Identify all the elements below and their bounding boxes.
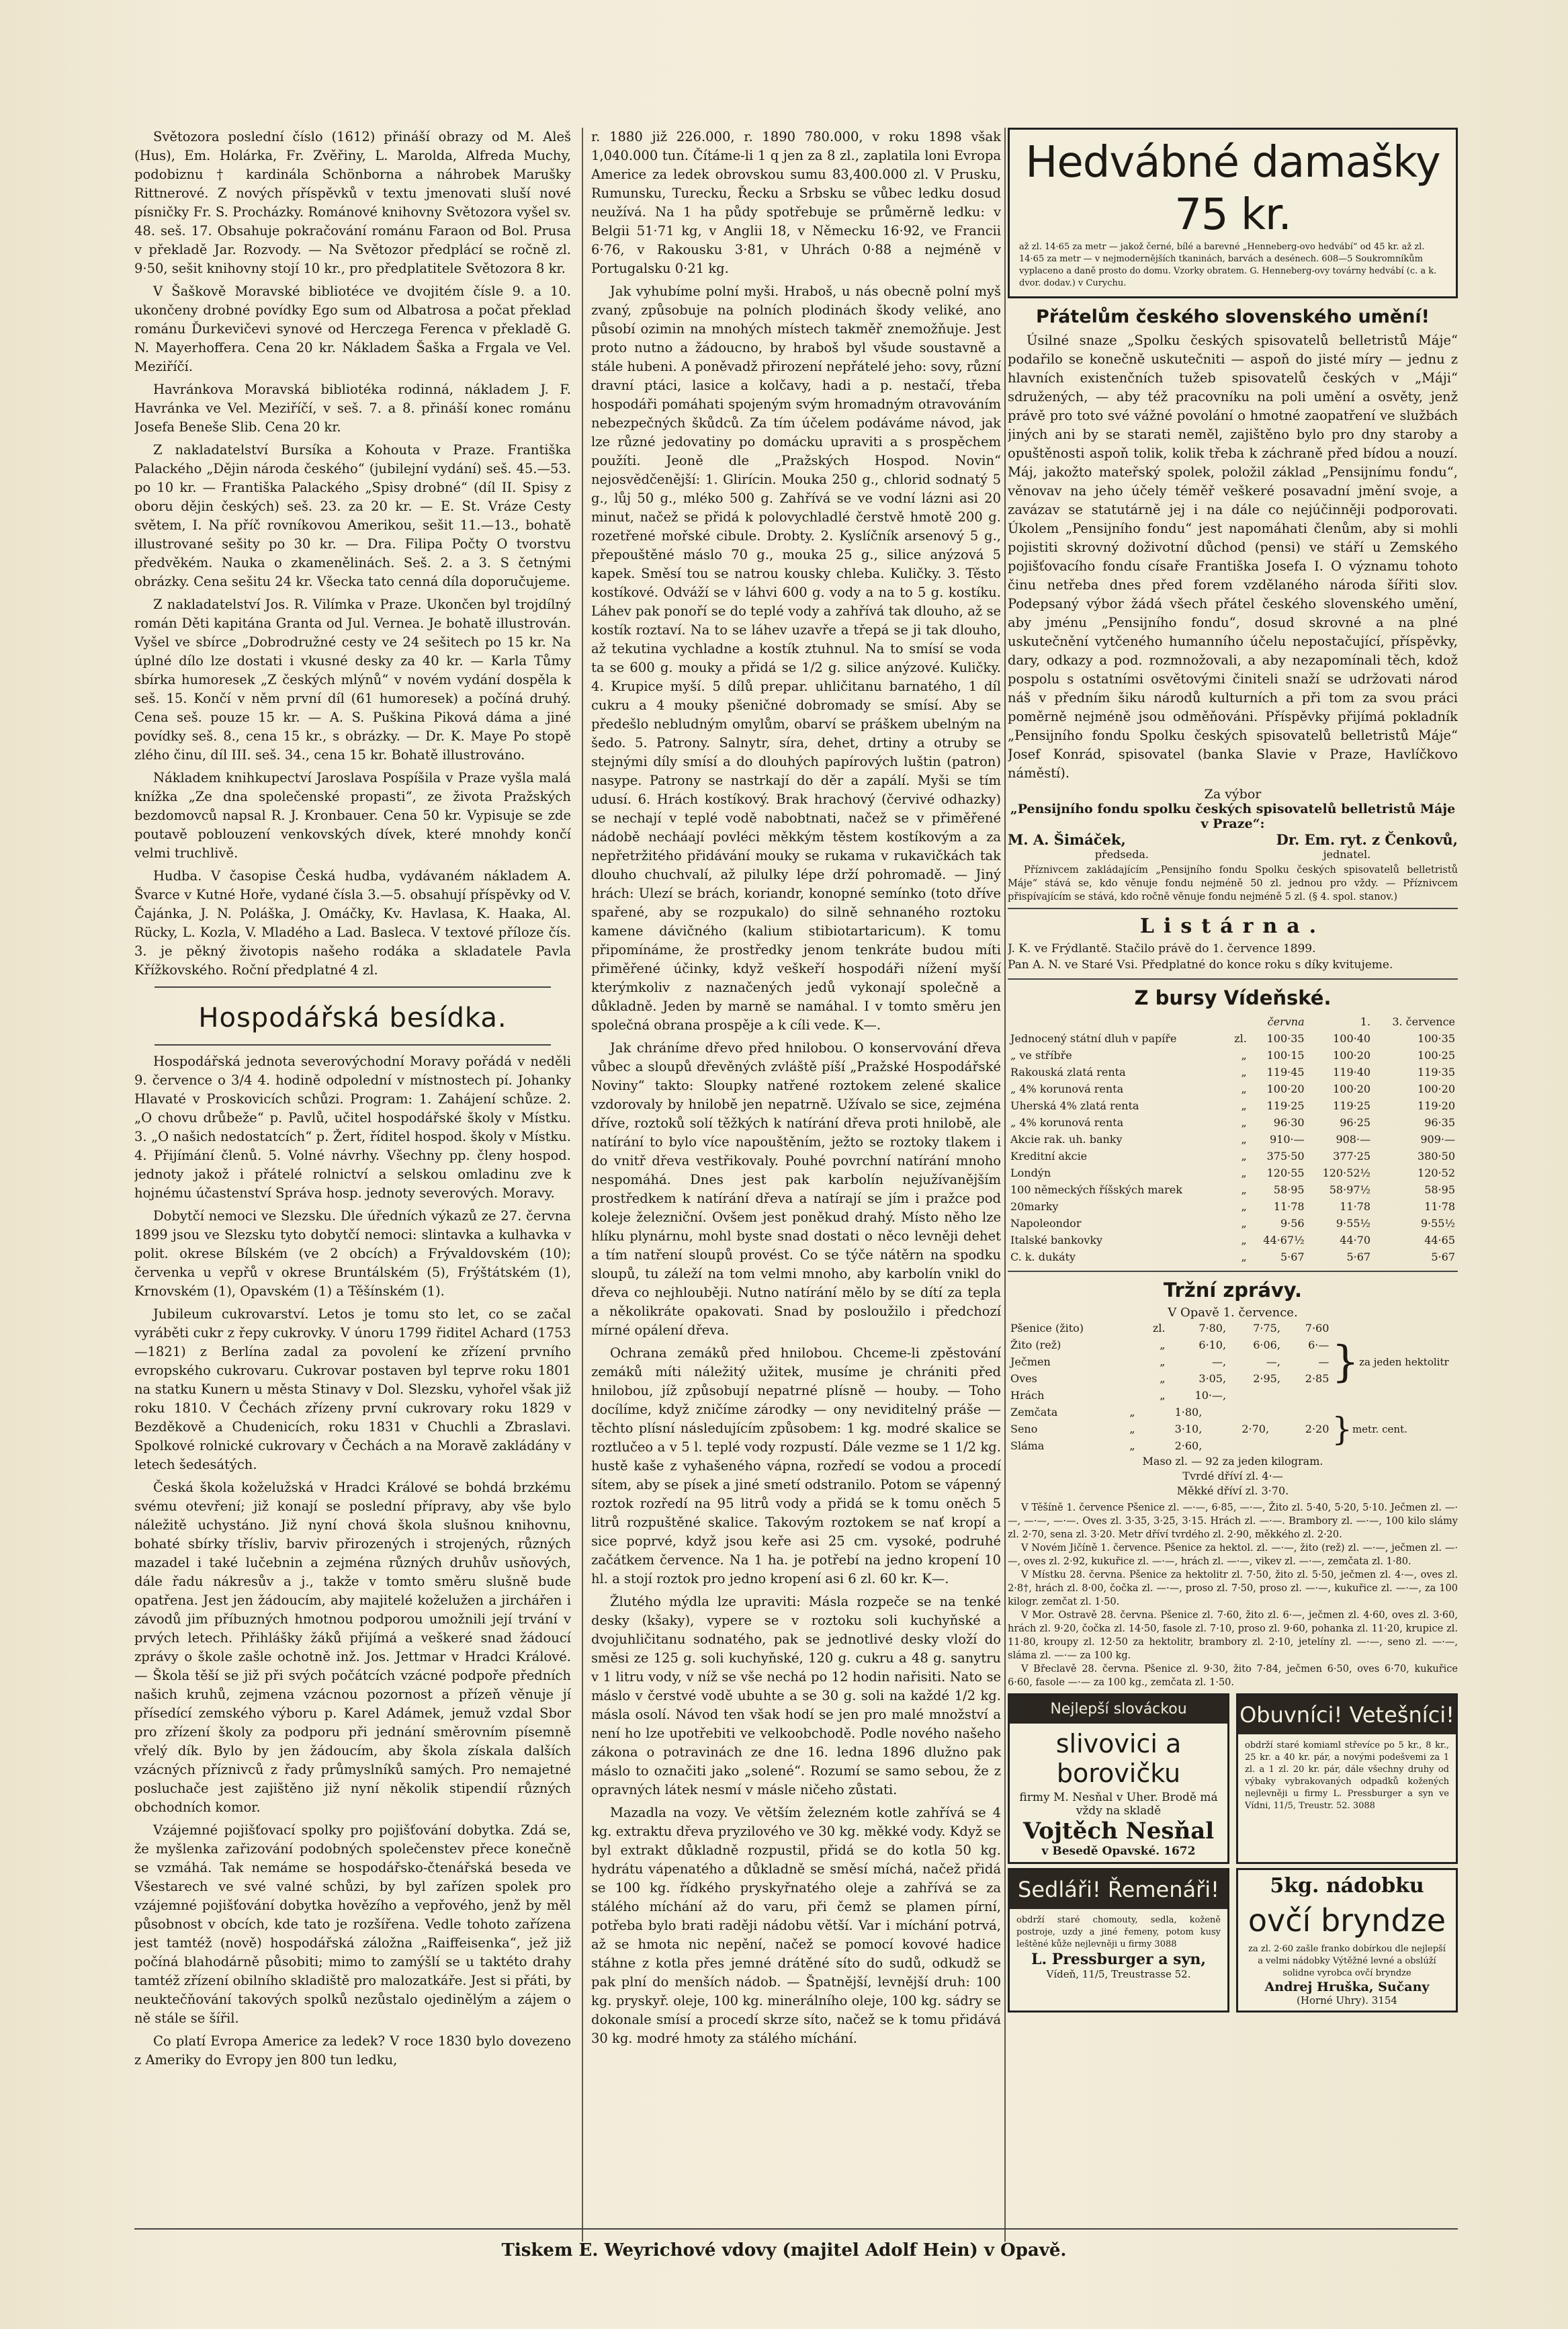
trzni-unit: metr. cent. bbox=[1352, 1423, 1407, 1435]
bursa-col: 3. července bbox=[1392, 1015, 1455, 1028]
paragraph: Hudba. V časopise Česká hudba, vydávaném nákladem A. Švarce v Kutné Hoře, vydané čísla 3.—5. obsahují příspěvky od V. Čajánka, J. N. Poláška, J. Omáčky, Kv. Havlasa, K. Haaka, Al. Rücky, L. Kozla, V. Mladého a Lad. Basleca. V textové příloze čís. 3. je pěkný životopis našeho rodáka a skladatele Pavla Křížkovského. Roční předplatné 4 zl. bbox=[134, 868, 571, 978]
bursa-row-value: 44·65 bbox=[1424, 1234, 1455, 1246]
ad-firm: L. Pressburger a syn, bbox=[1031, 1951, 1207, 1968]
bursa-row-value: 100·35 bbox=[1418, 1032, 1455, 1045]
trzni-row-label: Hrách bbox=[1010, 1389, 1045, 1402]
bursa-row-value: 44·67½ bbox=[1263, 1234, 1305, 1246]
trzni-row-label: Žito (rež) bbox=[1010, 1339, 1061, 1351]
section-divider bbox=[155, 986, 551, 988]
ads-row-2 bbox=[1008, 1868, 1458, 2013]
ad-place: (Horné Uhry). 3154 bbox=[1297, 1994, 1397, 2006]
bursa-row-label: Uherská 4% zlatá renta bbox=[1010, 1099, 1139, 1112]
damasky-ad bbox=[1008, 128, 1458, 298]
obuvnici-ad bbox=[1236, 1693, 1458, 1864]
ad-name: Vojtěch Nesňal bbox=[1022, 1818, 1215, 1845]
bursa-row-value: 58·97½ bbox=[1329, 1183, 1371, 1196]
bursa-row bbox=[1008, 1030, 1458, 1047]
article-paragraph: Ochrana zemáků před hnilobou. Chceme-li zpěstování zemáků míti náležitý užitek, musíme je chrániti před hnilobou, jíž způsobují nepatrné plísně — houby. — Toho docílíme, když zničíme zárodky — ony neviditelný práše — těchto plísní následujícím způsobem: 1 kg. modré skalice se roztlučeo a v 5 l. teplé vody rozpustí. Dále vezme se 1 1/2 kg. hustě kaše z vyhašeného vápna, rozředí se vodou a procedí sítem, aby se písek a jiné smetí odstranilo. Potom se vápenný roztok rozředí na 95 litrů vody a přidá se k tomu oněch 5 litrů rozpuštěné skalice. Takovým roztokem se nať kropí a sice poprvé, když jsou keře asi 25 cm. vysoké, podruhé začátkem července. Na 1 ha. je potřebí na jedno kropení 10 hl. a stojí roztok pro jedno kropení asi 6 zl. 60 kr. K—. bbox=[591, 1345, 1001, 1586]
bursa-row-value: 100·15 bbox=[1266, 1049, 1305, 1062]
ad-big: slivovici a borovičku bbox=[1055, 1729, 1182, 1788]
trzni-report: V Místku 28. června. Pšenice za hektolitr zl. 7·50, žito zl. 5·50, ječmen zl. 4·—, oves zl. 2·8†, hrách zl. 8·00, čočka zl. —·—, proso zl. 7·50, proso zl. —·—, kukuřice zl. —·—, za 100 kilogr. zemčat zl. 1·50. bbox=[1008, 1570, 1458, 1607]
bursa-row-label: Kreditní akcie bbox=[1010, 1150, 1088, 1162]
section-title: Hospodářská besídka. bbox=[198, 1003, 507, 1033]
trzni-row-label: Pšenice (žito) bbox=[1010, 1322, 1084, 1335]
trzni-table-2 bbox=[1008, 1404, 1332, 1454]
damasky-text: až zl. 14·65 za metr — jakož černé, bílé a barevné „Henneberg-ovo hedvábí“ od 45 kr. až zl. 14·65 za metr — v nejmodernějších tkaninách, barvách a desénech. 608—5 Soukromníkům vyplaceno a daně prosto do domu. Vzorky obratem. G. Henneberg-ovy továrny hedvábí (c. a k. dvor. dodav.) v Curychu. bbox=[1019, 242, 1437, 288]
bursa-row bbox=[1008, 1215, 1458, 1232]
bursa-row-label: Napoleondor bbox=[1010, 1217, 1082, 1230]
bursa-row bbox=[1008, 1232, 1458, 1248]
ad-text: firmy M. Nesňal v Uher. Brodě má vždy na skladě bbox=[1019, 1791, 1218, 1818]
trzni-row-label: Sláma bbox=[1010, 1439, 1045, 1452]
trzni-tvrde: Tvrdé dříví zl. 4·— bbox=[1182, 1470, 1283, 1482]
trzni-row-value: „ bbox=[1160, 1339, 1166, 1351]
bursa-row-value: 11·78 bbox=[1340, 1200, 1371, 1213]
ad-text: obdrží staré chomouty, sedla, koženě postroje, uzdy a jiné řemeny, potom kusy leštěné kůže nejlevněji u firmy 3088 bbox=[1016, 1915, 1221, 1949]
trzni-title: Tržní zprávy. bbox=[1163, 1279, 1303, 1302]
ad-place: v Besedě Opavské. 1672 bbox=[1041, 1845, 1196, 1858]
bursa-row-value: 100·20 bbox=[1333, 1049, 1371, 1062]
paragraph: Havránkova Moravská bibliotéka rodinná, nákladem J. F. Havránka ve Vel. Meziříčí, v seš. 7. a 8. přináší konec románu Josefa Beneše Slib. Cena 20 kr. bbox=[134, 382, 571, 435]
printer-imprint: Tiskem E. Weyrichové vdovy (majitel Adolf Hein) v Opavě. bbox=[501, 2240, 1067, 2260]
trzni-row-value: 7·60 bbox=[1305, 1322, 1330, 1335]
bursa-row-value: 5·67 bbox=[1280, 1251, 1305, 1263]
trzni-row-value bbox=[1205, 1437, 1272, 1454]
footer-rule bbox=[134, 2228, 1458, 2230]
trzni-row-value: „ bbox=[1160, 1355, 1166, 1368]
trzni-row-value: 2·20 bbox=[1305, 1423, 1330, 1435]
article-paragraph: Česká škola koželužská v Hradci Králové se bohdá brzkému svému otevření; již konají se poslední přípravy, aby vše bylo náležitě uchystáno. Již nyní chová škola slušnou knihovnu, bohaté sbírky třísliv, barviv přirozených i strojených, různých mazadel i také lučebnin a zejména různých druhův usňových, dále řadu nákresův a j., takže v tomto směru slušně bude opatřena. Jest jen žádoucím, aby majitelé koželužen a jirchářen i závodů jim příbuzných hmotnou podporou umožnili její trvání v prvých letech. Přihlášky žáků přijímá a veškeré snad žádoucí zprávy o škole zašle ochotně inž. Jos. Jettmar v Hradci Králové. — Škola těší se již při svých počátcích vzácné podpoře předních našich kruhů, zejmena vzácnou pozornost a přízeň věnuje jí přísedící zemského výboru p. Karel Adámek, jemuž vzdal Sbor pro zřízení školy za podporu při jednání směrovním písemně vřelý dík. Bylo by jen žádoucím, aby škola získala dalších vzácných příznivců z řady průmyslníků samých. Pro nemajetné posluchače jest zajištěno již nyní několik stipendií různých obchodních komor. bbox=[134, 1480, 571, 1815]
listarna-title: Listárna. bbox=[1139, 915, 1326, 938]
ad-text: za zl. 2·60 zašle franko dobírkou dle nejlepší a velmi nádobky Výtěžné levné a obslúží solidne vyrobca ovčí bryndze bbox=[1248, 1944, 1446, 1978]
fund-note: Příznivcem zakládajícím „Pensijního fondu Spolku českých spisovatelů belletristů Máje“ stává se, kdo věnuje fondu nejméně 50 zl. jednou pro vždy. — Příznivcem přispívajícím se stává, kdo ročně věnuje fondu nejméně 5 zl. (§ 4. spol. stanov.) bbox=[1008, 865, 1458, 902]
trzni-row-label: Seno bbox=[1010, 1423, 1038, 1435]
section-divider bbox=[155, 1044, 551, 1046]
ad-name: Andrej Hruška, Sučany bbox=[1264, 1980, 1430, 1994]
trzni-row-value: —, bbox=[1266, 1355, 1280, 1368]
bursa-row-label: Akcie rak. uh. banky bbox=[1010, 1133, 1123, 1146]
bursa-table bbox=[1008, 1013, 1458, 1265]
ad-big: ovčí bryndze bbox=[1248, 1902, 1446, 1939]
bursa-row-value: „ bbox=[1241, 1066, 1247, 1078]
role-chairman: předseda. bbox=[1094, 848, 1149, 861]
bursa-row bbox=[1008, 1114, 1458, 1131]
trzni-row bbox=[1008, 1437, 1332, 1454]
section-divider bbox=[1008, 978, 1458, 980]
bursa-row-value: 58·95 bbox=[1273, 1183, 1305, 1196]
bursa-row bbox=[1008, 1097, 1458, 1114]
trzni-row-value: 7·75, bbox=[1253, 1322, 1280, 1335]
ad-place: Vídeň, 11/5, Treustrasse 52. bbox=[1046, 1968, 1191, 1980]
trzni-row-label: Ječmen bbox=[1010, 1355, 1051, 1368]
bursa-row bbox=[1008, 1148, 1458, 1164]
bursa-row bbox=[1008, 1064, 1458, 1081]
bursa-body bbox=[1008, 1030, 1458, 1265]
article-paragraph: Vzájemné pojišťovací spolky pro pojišťování dobytka. Zdá se, že myšlenka zařizování podobných společenstev přece konečně se vzmáhá. Tak nemáme se hospodářsko-čtenářská beseda ve Všestarech ve své valné schůzi, by byl zařízen spolek pro vzájemné pojišťování dobytka hovězího a vepřového, jenž by měl působnost v obcích, kde tato je rozšířena. Vedle tohoto zařízena jest tamtéž (nově) hospodářská záložna „Raiffeisenka“, jež již počíná blahodárně působiti; mimo to zamýšlí se u taktéto drahy tamtéž zřízení obilního skladiště pro malozatkáře. Jest si přáti, by neuktečňování takových spolků nezůstalo ojedinělým a zájem o ně stále se šířil. bbox=[134, 1822, 571, 2026]
trzni-row-label: Oves bbox=[1010, 1372, 1037, 1385]
bursa-row-value: 5·67 bbox=[1346, 1251, 1371, 1263]
ad-head: Obuvníci! Vetešníci! bbox=[1238, 1695, 1456, 1734]
trzni-row bbox=[1008, 1320, 1332, 1337]
bursa-row-label: Rakouská zlatá renta bbox=[1010, 1066, 1126, 1078]
bursa-row-value: 119·45 bbox=[1266, 1066, 1305, 1078]
bursa-row-value: 120·52 bbox=[1418, 1167, 1455, 1179]
bursa-row-label: C. k. dukáty bbox=[1010, 1251, 1076, 1263]
bursa-row-value: 380·50 bbox=[1418, 1150, 1455, 1162]
bursa-row-value: zl. bbox=[1234, 1032, 1247, 1045]
paragraph: Nákladem knihkupectví Jaroslava Pospíšila v Praze vyšla malá knížka „Ze dna společenské propasti“, ze života Pražských bezdomovců napsal R. J. Kronbauer. Cena 50 kr. Vypisuje se zde poutavě poblouzení venkovských dívek, které mnohdy končí velmi truchlivě. bbox=[134, 770, 571, 861]
trzni-row-label: Zemčata bbox=[1010, 1406, 1058, 1418]
section-divider bbox=[1008, 908, 1458, 909]
trzni-report: V Těšíně 1. července Pšenice zl. —·—, 6·85, —·—, Žito zl. 5·40, 5·20, 5·10. Ječmen zl. —·—, —·—, —·—. Oves zl. 3·35, 3·25, 3·15. Hrách zl. —·—. Brambory zl. —·—, 100 kilo slámy zl. 2·70, sena zl. 3·20. Metr dříví tvrdého zl. 2·90, měkkého zl. 2·20. bbox=[1008, 1502, 1458, 1540]
bursa-row-value: 908·— bbox=[1336, 1133, 1371, 1146]
column-rule bbox=[1004, 128, 1006, 2242]
trzni-row bbox=[1008, 1404, 1332, 1421]
bursa-row-value: 96·25 bbox=[1340, 1116, 1371, 1129]
trzni-table-1 bbox=[1008, 1320, 1332, 1404]
bursa-row-value: „ bbox=[1241, 1083, 1247, 1095]
bursa-row-value: „ bbox=[1241, 1251, 1247, 1263]
signature-roles bbox=[1008, 848, 1458, 861]
trzni-opava: V Opavě 1. července. bbox=[1168, 1306, 1298, 1320]
article-paragraph: Jubileum cukrovarství. Letos je tomu sto let, co se začal vyráběti cukr z řepy cukrovky. V únoru 1799 řiditel Achard (1753—1821) z Berlína zadal za povolení ke zřízení prvního evropského cukrovaru. Cukrovar postaven byl teprve roku 1801 na statku Kunern u města Stinavy v Dol. Slezsku, vyhořel však již roku 1810. V Čechách zřízeny první cukrovary roku 1829 v Bezděkově a Chudenicích, roku 1831 v Chuchli a Zbraslavi. Spolkové rolnické cukrovary v Čechách a na Moravě zakládány v letech šedesátých. bbox=[134, 1306, 571, 1472]
role-secretary: jednatel. bbox=[1323, 848, 1371, 861]
trzni-row-value: 6·06, bbox=[1253, 1339, 1280, 1351]
brace-icon: } bbox=[1332, 1410, 1352, 1448]
bursa-row-value: 100·20 bbox=[1418, 1083, 1455, 1095]
paragraph: V Šaškově Moravské bibliotéce ve dvojitém čísle 9. a 10. ukončeny drobné povídky Ego sum od Albatrosa a počat překlad románu Ďurkevičevi synové od Herczega Ferenca v překladě G. N. Mayerhoffera. Cena 20 kr. Nákladem Šaška a Frgala ve Vel. Meziříčí. bbox=[134, 284, 571, 374]
article-paragraph: Jak chráníme dřevo před hnilobou. O konservování dřeva vůbec a sloupů dřevěných zvláště píší „Pražské Hospodářské Noviny“ takto: Sloupky natřené roztokem zelené skalice vzdorovaly by hnilobě jen nepatrně. Užívalo se sice, zejména dříve, roztoků solí těžkých k natírání dřeva proti hnilobě, ale natírání to bylo více napouštěním, ježto se roztoky tlakem i do vnitř dřeva vestřikovaly. Pouhé povrchní natírání mnoho nespomáhá. Dnes jest pak karbolín nejužívanějším prostředkem k natírání dřeva a natírají se jím i pražce pod koleje železniční. Ovšem jest poněkud drahý. Místo něho lze hlíku plynárnu, mohl byste snad dostati o něco levněji dehet a tím natření sloupů provést. Co se týče nátěrn na spodku sloupů, tu záleží na tom velmi mnoho, aby karbolín vnikl do dřeva co nejhlouběji. Nutno natírání mělo by se dítí za tepla a několikráte opakovati. Snad by posloužilo i předchozí mírné opálení dřeva. bbox=[591, 1040, 1001, 1338]
bursa-row-value: 120·52½ bbox=[1322, 1167, 1371, 1179]
bursa-row-value: 909·— bbox=[1420, 1133, 1455, 1146]
bursa-row-value: „ bbox=[1241, 1099, 1247, 1112]
bursa-row-label: „ 4% korunová renta bbox=[1010, 1083, 1124, 1095]
bursa-row-value: 120·55 bbox=[1266, 1167, 1305, 1179]
bursa-title: Z bursy Vídeňské. bbox=[1134, 986, 1332, 1009]
bursa-row-value: 119·35 bbox=[1418, 1066, 1455, 1078]
trzni-row-value: 3·05, bbox=[1199, 1372, 1227, 1385]
pratelum-title: Přátelům českého slovenského umění! bbox=[1036, 306, 1430, 327]
bursa-row-value: 119·40 bbox=[1333, 1066, 1371, 1078]
bursa-row-value: 100·40 bbox=[1333, 1032, 1371, 1045]
trzni-row-value bbox=[1272, 1404, 1332, 1421]
bursa-row-label: 20marky bbox=[1010, 1200, 1059, 1213]
bursa-row-value: „ bbox=[1241, 1183, 1247, 1196]
bursa-row-value: 9·56 bbox=[1280, 1217, 1305, 1230]
bursa-row-value: 96·35 bbox=[1424, 1116, 1455, 1129]
trzni-block-2 bbox=[1008, 1404, 1458, 1454]
section-divider bbox=[1008, 1271, 1458, 1272]
bursa-row-value: 377·25 bbox=[1333, 1150, 1371, 1162]
bursa-col-label: června bbox=[1267, 1015, 1305, 1028]
trzni-report: V Břeclavě 28. června. Pšenice zl. 9·30, žito 7·84, ječmen 6·50, oves 6·70, kukuřice 6·60, fasole —·— za 100 kg., zemčata zl. 1·50. bbox=[1008, 1664, 1458, 1688]
signatures bbox=[1008, 831, 1458, 848]
bursa-row-value: 9·55½ bbox=[1336, 1217, 1371, 1230]
trzni-row-value: 1·80, bbox=[1174, 1406, 1203, 1418]
bursa-row-label: „ ve stříbře bbox=[1010, 1049, 1072, 1062]
bursa-row-value: „ bbox=[1241, 1049, 1247, 1062]
trzni-row bbox=[1008, 1370, 1332, 1387]
bursa-row-value: 9·55½ bbox=[1420, 1217, 1455, 1230]
article-paragraph: Co platí Evropa Americe za ledek? V roce 1830 bylo dovezeno z Ameriky do Evropy jen 800 tun ledku, bbox=[134, 2033, 571, 2068]
article-paragraph: Dobytčí nemoci ve Slezsku. Dle úředních výkazů ze 27. června 1899 jsou ve Slezsku tyto dobytčí nemoci: slintavka a kulhavka v polit. okrese Bílském (ve 2 obcích) a Frývaldovském (10); červenka u vepřů v okrese Bruntálském (5), Frýštátském (1), Krnovském (1), Opavském (1) a Těšínském (1). bbox=[134, 1208, 571, 1299]
bursa-row bbox=[1008, 1047, 1458, 1064]
fund-name: „Pensijního fondu spolku českých spisovatelů belletristů Máje v Praze“: bbox=[1010, 802, 1456, 831]
trzni-row-value bbox=[1272, 1437, 1332, 1454]
trzni-row-value: „ bbox=[1129, 1406, 1135, 1418]
trzni-row-value bbox=[1229, 1387, 1283, 1404]
bursa-row bbox=[1008, 1198, 1458, 1215]
trzni-row-value: 2·85 bbox=[1305, 1372, 1330, 1385]
trzni-row-value: 2·70, bbox=[1242, 1423, 1270, 1435]
trzni-row-value bbox=[1283, 1387, 1332, 1404]
bursa-row bbox=[1008, 1181, 1458, 1198]
ad-text: obdrží staré komiaml střevíce po 5 kr., 8 kr., 25 kr. a 40 kr. pár, a novými podešvemi za 1 zl. a 1 zl. 20 kr. pár, dále všechny druhy od výbaky vybrakovaných odpadků kožených nejlevněji u firmy L. Pressburger a syn ve Vídni, 11/5, Treustr. 52. 3088 bbox=[1245, 1740, 1449, 1811]
bursa-row bbox=[1008, 1131, 1458, 1148]
trzni-row-value: 6·— bbox=[1308, 1339, 1330, 1351]
bursa-row-value: 119·25 bbox=[1266, 1099, 1305, 1112]
column-3 bbox=[1008, 128, 1458, 2242]
bursa-row-value: 375·50 bbox=[1266, 1150, 1305, 1162]
bursa-row-value: 100·20 bbox=[1333, 1083, 1371, 1095]
brace-icon: } bbox=[1332, 1337, 1360, 1387]
bursa-row-value: 910·— bbox=[1269, 1133, 1305, 1146]
trzni-row-value: zl. bbox=[1152, 1322, 1166, 1335]
trzni-mekke: Měkké dříví zl. 3·70. bbox=[1176, 1484, 1289, 1497]
bursa-row-value: „ bbox=[1241, 1150, 1247, 1162]
listarna-line: J. K. ve Frýdlantě. Stačilo právě do 1. července 1899. bbox=[1008, 942, 1316, 956]
damasky-title: Hedvábné damašky 75 kr. bbox=[1025, 138, 1440, 240]
ad-head: Sedláři! Řemenáři! bbox=[1010, 1870, 1227, 1909]
trzni-row-value: 10·—, bbox=[1194, 1389, 1227, 1402]
trzni-row-value: 3·10, bbox=[1174, 1423, 1203, 1435]
trzni-block-1 bbox=[1008, 1320, 1458, 1404]
trzni-row-value: 7·80, bbox=[1199, 1322, 1227, 1335]
trzni-row-value: 2·95, bbox=[1253, 1372, 1280, 1385]
ad-head: Nejlepší slováckou bbox=[1010, 1695, 1227, 1724]
trzni-row bbox=[1008, 1353, 1332, 1370]
bursa-row-label: Londýn bbox=[1010, 1167, 1051, 1179]
trzni-row-value: 2·60, bbox=[1174, 1439, 1203, 1452]
bursa-header-row bbox=[1008, 1013, 1458, 1030]
trzni-row-value: „ bbox=[1129, 1423, 1135, 1435]
ads-row-1 bbox=[1008, 1693, 1458, 1864]
za-vybor: Za výbor bbox=[1204, 787, 1262, 802]
trzni-unit: za jeden hektolitr bbox=[1359, 1355, 1449, 1368]
bursa-row-value: 44·70 bbox=[1340, 1234, 1371, 1246]
bursa-row-value: 5·67 bbox=[1431, 1251, 1455, 1263]
trzni-row bbox=[1008, 1387, 1332, 1404]
trzni-row-value: „ bbox=[1160, 1389, 1166, 1402]
bursa-row-value: „ bbox=[1241, 1133, 1247, 1146]
bursa-row-label: „ 4% korunová renta bbox=[1010, 1116, 1124, 1129]
bursa-row-value: 58·95 bbox=[1424, 1183, 1455, 1196]
bursa-row-label: Jednocený státní dluh v papíře bbox=[1010, 1032, 1177, 1045]
bursa-row-value: 11·78 bbox=[1424, 1200, 1455, 1213]
trzni-report: V Novém Jičíně 1. července. Pšenice za hektol. zl. —·—, žito (rež) zl. —·—, ječmen zl. —·—, oves zl. 2·92, kukuřice zl. —·—, hrách zl. —·—, vikev zl. —·—, zemčata zl. 1·80. bbox=[1008, 1543, 1458, 1567]
bursa-row-value: 100·20 bbox=[1266, 1083, 1305, 1095]
signature-secretary: Dr. Em. ryt. z Čenkovů, bbox=[1276, 831, 1458, 848]
bursa-row-value: „ bbox=[1241, 1167, 1247, 1179]
bursa-row-value: 96·30 bbox=[1273, 1116, 1305, 1129]
bursa-row-value: 100·35 bbox=[1266, 1032, 1305, 1045]
trzni-row-value: 6·10, bbox=[1199, 1339, 1227, 1351]
trzni-row-value: „ bbox=[1160, 1372, 1166, 1385]
bursa-row-value: „ bbox=[1241, 1200, 1247, 1213]
bursa-row-value: 119·25 bbox=[1333, 1099, 1371, 1112]
bursa-row bbox=[1008, 1248, 1458, 1265]
bursa-row-value: 100·25 bbox=[1418, 1049, 1455, 1062]
trzni-row-value bbox=[1205, 1404, 1272, 1421]
slivovice-ad bbox=[1008, 1693, 1229, 1864]
bursa-row-value: „ bbox=[1241, 1116, 1247, 1129]
article-paragraph: Hospodářská jednota severovýchodní Moravy pořádá v neděli 9. července o 3/4 4. hodině odpolední v místnostech pí. Johanky Hlavaté v Proskovicích schůzi. Program: 1. Zahájení schůze. 2. „O chovu drůbeže“ p. Pavlů, učitel hospodářské školy v Místku. 3. „O našich nedostatcích“ p. Žert, říditel hospod. školy v Místku. 4. Přijímání členů. 5. Volné návrhy. Všechny pp. členy hospod. jednoty jakož i přátelé rolnictví a selskou omladinu zve k hojnému účastenství Správa hosp. jednoty severových. Moravy. bbox=[134, 1054, 571, 1201]
trzni-report: V Mor. Ostravě 28. června. Pšenice zl. 7·60, žito zl. 6·—, ječmen zl. 4·60, oves zl. 3·60, hrách zl. 9·20, čočka zl. 14·50, fasole zl. 7·10, proso zl. 9·60, pohanka zl. 11·20, krupice zl. 11·80, kroupy zl. 12·50 za hektolitr, brambory zl. 2·10, jetelíny zl. —·—, seno zl. —·—, sláma zl. —·— za 100 kg. bbox=[1008, 1610, 1458, 1661]
trzni-row-value: — bbox=[1318, 1355, 1330, 1368]
trzni-row bbox=[1008, 1337, 1332, 1353]
bursa-row bbox=[1008, 1164, 1458, 1181]
article-paragraph: Mazadla na vozy. Ve větším železném kotle zahřívá se 4 kg. extraktu dřeva pryzilového ve 30 kg. měkké vody. Když se byl extrakt důkladně rozpustil, přidá se do kotla 50 kg. hydrátu vápenatého a důkladně se směsí míchá, načež přidá se 100 kg. řídkého pryskyřnatého oleje a zahřívá se za stálého míchání až do varu, při čemž se plamen pírní, potřeba bylo brati raději nádobu větší. Var i míchání potrvá, až se hmota nic nepění, načež se pomocí kovové hadice stáhne z kotla přes jemné drátěné síto do sudů, odkudž se pak plní do menších nádob. — Špatnější, levnější druh: 100 kg. pryskyř. oleje, 100 kg. minerálního oleje, 100 kg. sádry se dokonale smísí a procedí skrze síto, načež se k tomu přidává 30 kg. modré hmoty za stálého míchání. bbox=[591, 1805, 1001, 2046]
trzni-row-value: —, bbox=[1211, 1355, 1227, 1368]
column-1 bbox=[134, 128, 571, 2242]
paragraph: Světozora poslední číslo (1612) přináší obrazy od M. Aleš (Hus), Em. Holárka, Fr. Zvěřiny, L. Marolda, Alfreda Muchy, podobiznu † kardinála Schönborna a náhrobek Marušky Rittnerové. Z nových příspěvků v textu jmenovati sluší nové písničky Fr. S. Procházky. Románové knihovny Světozora vyšel sv. 48. seš. 17. Obsahuje pokračování románu Faraon od Bol. Prusa v překladě Jar. Rozvody. — Na Světozor předplácí se ročně zl. 9·50, sešit knihovny stojí 10 kr., pro předplatitele Světozora 8 kr. bbox=[134, 129, 571, 276]
pratelum-text: Úsilné snaze „Spolku českých spisovatelů belletristů Máje“ podařilo se konečně uskutečniti — aspoň do jisté míry — jednu z hlavních existenčních tužeb spisovatelů českých v „Máji“ sdružených, — aby též pracovníku na poli umění a osvěty, jenž právě pro toto své vážné povolání o hmotné zaopatření ve službách jiných ani by se starati neměl, zajištěno bylo pro dny staroby a opuštěnosti aspoň tolik, kolik třeba k záchraně před bídou a nouzí. Máj, jakožto mateřský spolek, položil základ „Pensijnímu fondu“, věnovav na jeho účely téměř veškeré posavadní jmění svoje, a zavázav se statutárně jej i na dále co nejúčinněji podporovati. Úkolem „Pensijního fondu“ jest napomáhati členům, aby si mohli pojistiti skrovný doživotní důchod (pensi) ve stáří u Zemského pojišťovacího fondu císaře Františka Josefa I. O významu tohoto činu netřeba dnes před forem vzdělaného národa šířiti slov. Podepsaný výbor žádá všech přátel českého slovenského umění, aby jménu „Pensijního fondu“, dosud skrovné a na plné uskutečnění vytčeného humanního účelu nepostačující, příspěvky, dary, odkazy a pod. rozmnožovali, a aby nezapomínali těch, kdož pospolu s ostatními osvětovými činiteli snaží se udržovati národ náš v předním šiku národů kulturních a při tom za svou práci poměrně nejméně jsou odměňováni. Příspěvky přijímá pokladník „Pensijního fondu Spolku českých spisovatelů belletristů Máje“ Josef Konrád, spisovatel (banka Slavie v Praze, Havlíčkovo náměstí). bbox=[1008, 333, 1458, 781]
article-paragraph: Žlutého mýdla lze upraviti: Másla rozpeče se na tenké desky (kšaky), vypere se v roztoku soli kuchyňské a dvojuhličitanu sodnatého, pak se jednotlivé desky vloží do směsi ze 125 g. soli kuchyňské, 120 g. cukru a 48 g. sanytru v 1 litru vody, v níž se vše nechá po 12 hodin nařisiti. Nato se máslo v čerstvé vodě ubuhte a se 30 g. soli na každé 1/2 kg. másla osolí. Návod ten však hodí se jen pro malé množství a není ho lze upotřebiti ve velkoobchodě. Podle nového našeho zákona o potravinách ze dne 16. ledna 1896 dlužno pak máslo to označiti jako „solené“. Rozumí se samo sebou, že z opravných látek nesmí v másle ničeho zůstati. bbox=[591, 1594, 1001, 1797]
ad-head: 5kg. nádobku bbox=[1270, 1874, 1424, 1898]
signature-chairman: M. A. Šimáček, bbox=[1008, 831, 1126, 848]
bursa-row-label: 100 německých říšských marek bbox=[1010, 1183, 1182, 1196]
bursa-row-label: Italské bankovky bbox=[1010, 1234, 1103, 1246]
trzni-row-value: „ bbox=[1129, 1439, 1135, 1452]
bryndza-ad bbox=[1236, 1868, 1458, 2013]
bursa-row bbox=[1008, 1081, 1458, 1097]
trzni-maso: Maso zl. — 92 za jeden kilogram. bbox=[1142, 1455, 1323, 1468]
paragraph: Z nakladatelství Jos. R. Vilímka v Praze. Ukončen byl trojdílný román Děti kapitána Granta od Jul. Vernea. Je bohatě illustrován. Vyšel ve sbírce „Dobrodružné cesty ve 24 sešitech po 15 kr. Na úplné dílo lze dostati i vkusné desky za 40 kr. — Karla Tůmy sbírka humoresek „Z českých mlýnů“ v novém vydání dospěla k seš. 15. Končí v něm první díl (61 humoresek) a počíná druhý. Cena seš. pouze 15 kr. — A. S. Puškina Piková dáma a jiné povídky seš. 8., cena 15 kr., s obrázky. — Dr. K. Maye Po stopě zlého činu, díl III. seš. 34., cena 15 kr. Bohatě illustrováno. bbox=[134, 597, 571, 763]
paragraph: r. 1880 již 226.000, r. 1890 780.000, v roku 1898 však 1,040.000 tun. Čítáme-li 1 q jen za 8 zl., zaplatila loni Evropa Americe za ledek obrovskou sumu 83,400.000 zl. V Prusku, Rumunsku, Turecku, Řecku a Srbsku se vůbec ledku dosud neužívá. Na 1 ha půdy spotřebuje se průměrně ledku: v Belgii 51·71 kg, v Anglii 18, v Německu 16·92, ve Francii 6·76, v Rakousku 3·81, v Uhrách 0·88 a nejméně v Portugalsku 0·21 kg. bbox=[591, 129, 1001, 276]
bursa-row-value: „ bbox=[1241, 1234, 1247, 1246]
bursa-row-value: 11·78 bbox=[1273, 1200, 1305, 1213]
bursa-row-value: 119·20 bbox=[1418, 1099, 1455, 1112]
trzni-row bbox=[1008, 1421, 1332, 1437]
sedlari-ad bbox=[1008, 1868, 1229, 2013]
bursa-row-value: „ bbox=[1241, 1217, 1247, 1230]
bursa-col: 1. bbox=[1360, 1015, 1371, 1028]
article-paragraph: Jak vyhubíme polní myši. Hraboš, u nás obecně polní myš zvaný, způsobuje na polních plodinách škody veliké, ano působí ozimin na mnohých místech takměř znemožňuje. Jest proto nutno a žádoucno, by hraboš byl všude soustavně a stále hubeni. A poněvadž přirození nepřátelé jeho: sovy, různí dravní ptáci, lasice a kolčavy, hadi a p. nestačí, třeba hospodáři pomáhati spojeným svým hromadným otravováním nebezpečných škůdců. Za tím účelem podáváme návod, jak lze různé jedovatiny po domácku upraviti a s prospěchem použíti. Jeoně dle „Pražských Hospod. Novin“ nejosvědčenější: 1. Glirícin. Mouka 250 g., chlorid sodnatý 5 g., lůj 50 g., mléko 500 g. Zahřívá se ve vodní lázni asi 20 minut, načež se přidá k polovychladlé čerstvě hmotě 200 g. rozetřené mořské cibule. Drobty. 2. Kyslíčník arsenový 5 g., přepouštěné máslo 70 g., mouka 25 g., silice anýzová 5 kapek. Směsí tou se natrou kousky chleba. Kuličky. 3. Těsto kostíkové. Odváží se v láhvi 600 g. vody a na to 5 g. kostíku. Láhev pak ponoří se do teplé vody a zahřívá tak dlouho, až se kostík roztaví. Na to se láhev uzavře a třepá se ji tak dlouho, až tekutina vychladne a kostík ztuhnul. Na to smísí se voda ta se 600 g. mouky a přidá se 1/2 g. silice anýzové. Kuličky. 4. Krupice myší. 5 dílů prepar. uhličitanu barnatého, 1 díl cukru a 4 mouky pšeničné dobromady se smísí. Aby se předešlo nebludným omylům, obarví se práškem ubelným na šedo. 5. Patrony. Salnytr, síra, dehet, drtiny a otruby se stejnými díly smísí a do dlouhých papírových luštin (patron) nasype. Patrony se nastrkají do děr a zapálí. Myši se tím udusí. 6. Hrách kostíkový. Brak hrachový (červivé odhazky) se nechají v teplé vodě nabobtnati, načež se v přiměřené nádobě necháají povléci měkkým těstem kostíkovým a za nepřetržitého přidávání mouky se rukama v rukavičkách tak dlouho chuchvalí, až pilulky lépe drží pohromadě. — Jiný hrách: Ulezí se brách, koriandr, konopné semínko (toto dříve spařené, aby se rozpukalo) do silně sehnaného roztoku kamene dávičného (kalium stibiotartaricum). K tomu připomínáme, že prostředky jenom tenkráte budou míti přiměřené účinky, když veškeří hospodáři nížení myší kterýmkoliv z naznačených jedů vykonají společně a důkladně. Jeden by marně se namáhal. I v tomto směru jen společná obrana prospěje a k cíli vede. K—. bbox=[591, 284, 1001, 1033]
listarna-line: Pan A. N. ve Staré Vsi. Předplatné do konce roku s díky kvitujeme. bbox=[1008, 958, 1393, 972]
column-rule bbox=[582, 128, 583, 2242]
paragraph: Z nakladatelství Bursíka a Kohouta v Praze. Františka Palackého „Dějin národa českého“ (jubilejní vydání) seš. 45.—53. po 10 kr. — Františka Palackého „Spisy drobné“ (díl II. Spisy z oboru dějin českých) seš. 23. za 20 kr. — E. St. Vráze Cesty světem, I. Na příč rovníkovou Amerikou, sešit 11.—13., bohatě illustrované sešity po 30 kr. — Dra. Filipa Počty O tvorstvu předvěkém. Nauka o zkamenělinách. Seš. 2. a 3. S četnými obrázky. Cena sešitu 24 kr. Všecka tato cenná díla doporučujeme. bbox=[134, 442, 571, 589]
column-2 bbox=[591, 128, 1001, 2242]
